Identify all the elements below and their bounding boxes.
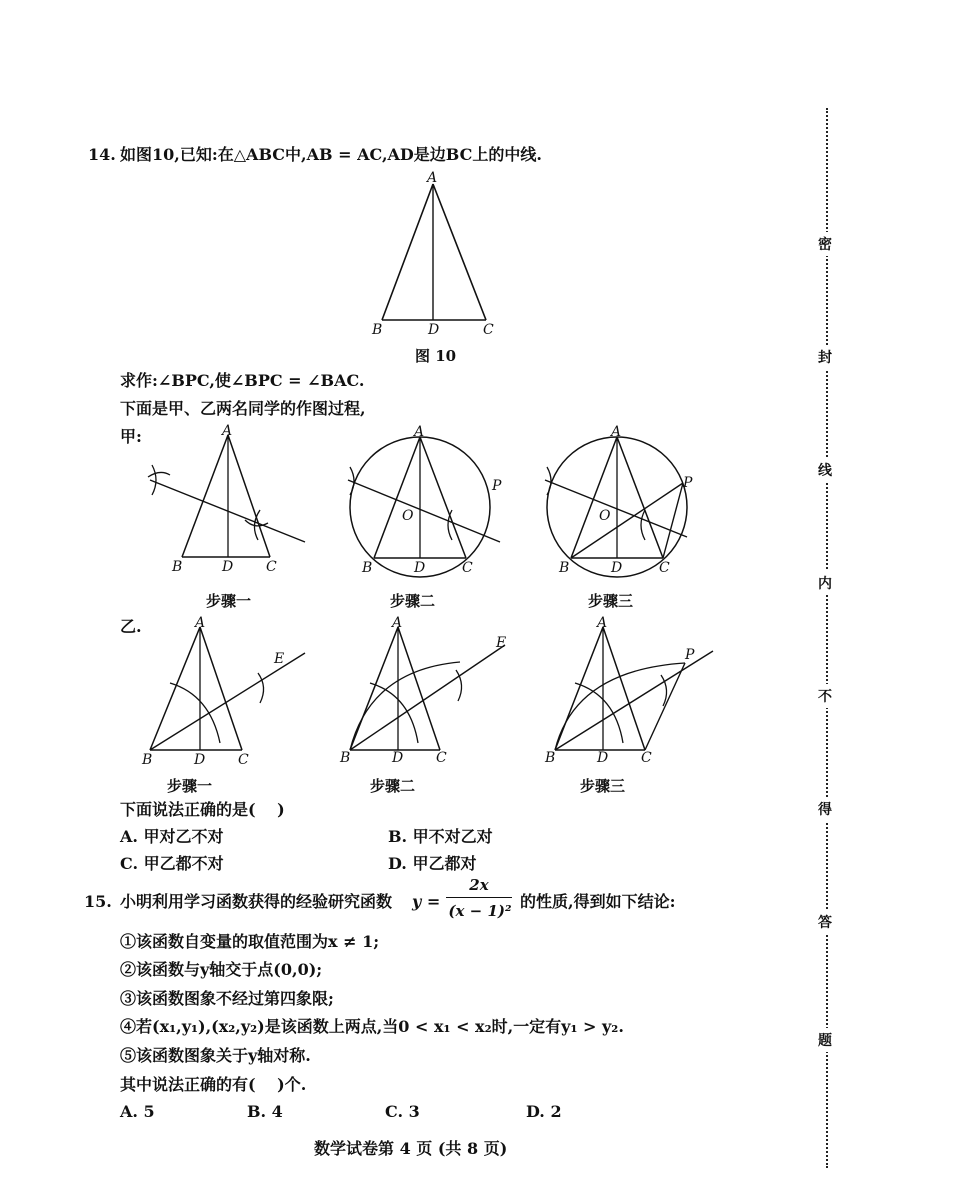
yi-step3-figure — [545, 615, 725, 775]
jia-step1-figure — [140, 425, 320, 585]
label-E: E — [274, 651, 285, 667]
label-C: C — [238, 752, 249, 768]
label-D: D — [414, 560, 426, 576]
jia-step1-caption: 步骤一 — [206, 592, 252, 610]
yi-step2-caption: 步骤二 — [370, 777, 416, 795]
binding-char: 封 — [818, 345, 832, 369]
q15-option-d: D. 2 — [526, 1102, 562, 1121]
binding-char: 题 — [818, 1028, 832, 1052]
q14-stem: 如图10,已知:在△ABC中,AB = AC,AD是边BC上的中线. — [120, 145, 542, 164]
q15-fraction-bar — [446, 897, 512, 898]
label-D: D — [222, 559, 234, 575]
yi-step1-figure — [140, 615, 320, 775]
q14-task: 求作:∠BPC,使∠BPC = ∠BAC. — [120, 371, 365, 390]
label-A: A — [195, 615, 206, 631]
binding-char: 内 — [818, 571, 832, 595]
label-B: B — [142, 752, 153, 768]
label-A: A — [392, 615, 403, 631]
binding-char: 密 — [818, 232, 832, 256]
yi-step1-caption: 步骤一 — [167, 777, 213, 795]
q15-statement-1: ①该函数自变量的取值范围为x ≠ 1; — [120, 932, 380, 951]
q15-option-a: A. 5 — [120, 1102, 155, 1121]
q14-option-b: B. 甲不对乙对 — [388, 827, 493, 846]
jia-step3-caption: 步骤三 — [588, 592, 634, 610]
yi-step2-figure — [340, 615, 520, 775]
label-C: C — [462, 560, 473, 576]
label-A: A — [611, 424, 622, 440]
q15-statement-4: ④若(x₁,y₁),(x₂,y₂)是该函数上两点,当0 < x₁ < x₂时,一定有y₁ > y₂. — [120, 1017, 624, 1036]
figure-10-caption: 图 10 — [415, 347, 457, 365]
label-D: D — [597, 750, 609, 766]
q15-statement-5: ⑤该函数图象关于y轴对称. — [120, 1046, 311, 1065]
q15-statement-3: ③该函数图象不经过第四象限; — [120, 989, 334, 1008]
q14-question: 下面说法正确的是( ) — [120, 800, 285, 819]
binding-char: 不 — [818, 684, 832, 708]
binding-char: 线 — [818, 458, 832, 482]
label-C: C — [266, 559, 277, 575]
label-A: A — [222, 423, 233, 439]
label-C: C — [483, 322, 494, 338]
label-P: P — [683, 475, 693, 491]
label-B: B — [172, 559, 183, 575]
q15-stem-before: 小明利用学习函数获得的经验研究函数 — [120, 892, 393, 911]
q14-option-c: C. 甲乙都不对 — [120, 854, 224, 873]
yi-step3-caption: 步骤三 — [580, 777, 626, 795]
label-P: P — [685, 647, 695, 663]
label-O: O — [599, 508, 611, 524]
label-A: A — [427, 170, 438, 186]
q15-func-lhs: y = — [412, 892, 441, 911]
q14-intro: 下面是甲、乙两名同学的作图过程, — [120, 399, 366, 418]
label-D: D — [428, 322, 440, 338]
label-B: B — [372, 322, 383, 338]
label-A: A — [597, 615, 608, 631]
jia-step2-caption: 步骤二 — [390, 592, 436, 610]
q15-question: 其中说法正确的有( )个. — [120, 1075, 307, 1094]
yi-label: 乙. — [120, 617, 142, 636]
label-A: A — [414, 424, 425, 440]
label-B: B — [362, 560, 373, 576]
label-C: C — [641, 750, 652, 766]
page-footer: 数学试卷第 4 页 (共 8 页) — [314, 1139, 508, 1158]
label-P: P — [492, 478, 502, 494]
label-B: B — [340, 750, 351, 766]
jia-step2-figure — [340, 425, 510, 585]
q15-statement-2: ②该函数与y轴交于点(0,0); — [120, 960, 323, 979]
q15-option-c: C. 3 — [385, 1102, 420, 1121]
q15-stem-after: 的性质,得到如下结论: — [520, 892, 676, 911]
label-D: D — [392, 750, 404, 766]
binding-dashed-line — [826, 108, 828, 1168]
q14-option-a: A. 甲对乙不对 — [120, 827, 224, 846]
jia-step3-figure — [537, 425, 707, 585]
label-E: E — [496, 635, 507, 651]
q15-option-b: B. 4 — [247, 1102, 283, 1121]
label-O: O — [402, 508, 414, 524]
label-B: B — [559, 560, 570, 576]
figure-10 — [370, 172, 500, 342]
q14-option-d: D. 甲乙都对 — [388, 854, 477, 873]
q15-func-numerator: 2x — [469, 876, 489, 894]
label-B: B — [545, 750, 556, 766]
binding-char: 得 — [818, 797, 832, 821]
label-C: C — [436, 750, 447, 766]
jia-label: 甲: — [120, 427, 142, 446]
label-C: C — [659, 560, 670, 576]
q15-number: 15. — [84, 892, 112, 911]
binding-char: 答 — [818, 910, 832, 934]
q15-func-denominator: (x − 1)² — [448, 902, 512, 920]
q14-number: 14. — [88, 145, 116, 164]
label-D: D — [194, 752, 206, 768]
label-D: D — [611, 560, 623, 576]
